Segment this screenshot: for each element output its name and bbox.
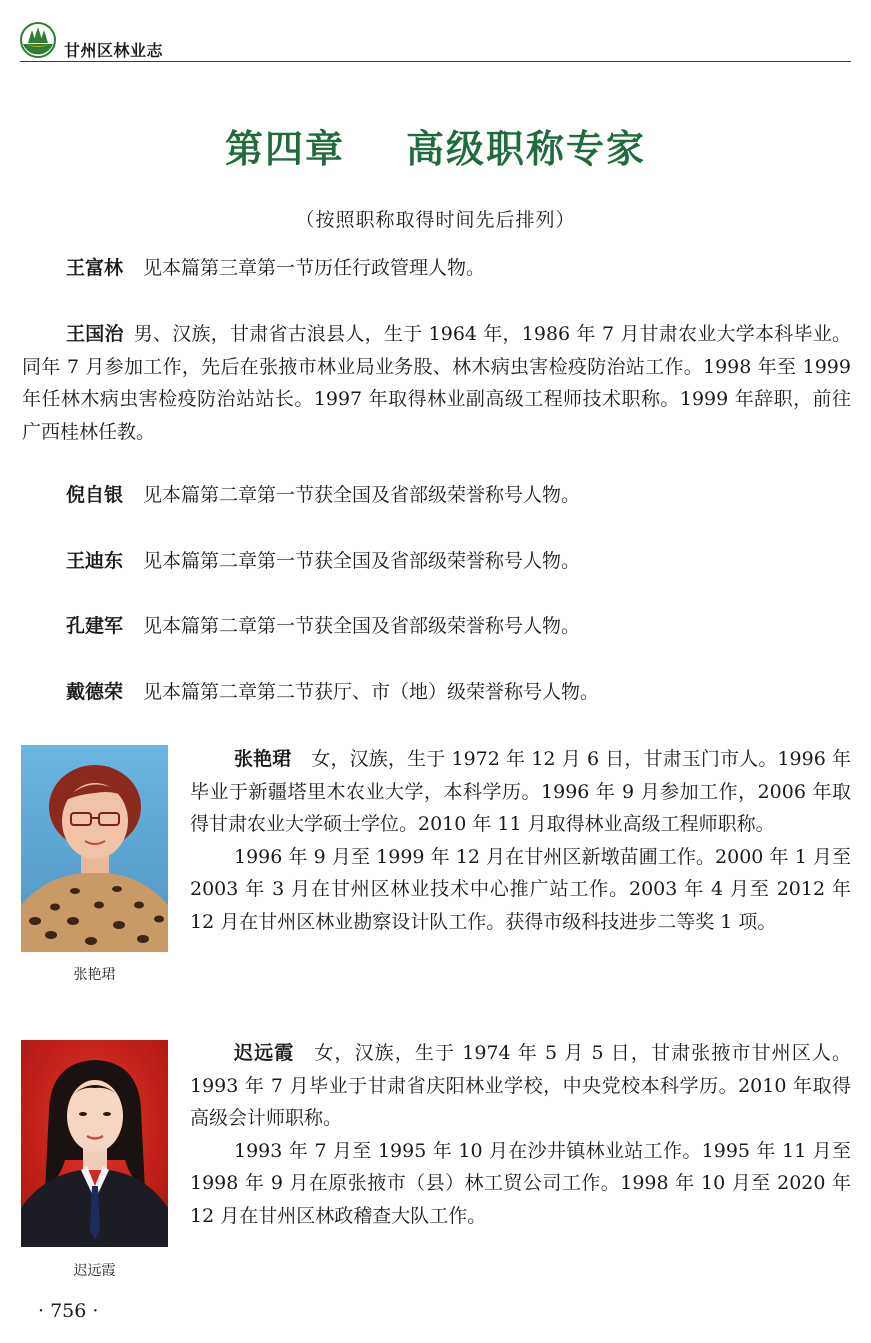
profile-bio bbox=[190, 1037, 851, 1232]
profile-bio bbox=[190, 743, 851, 938]
bio-text: 女，汉族，生于 1974 年 5 月 5 日，甘肃张掖市甘州区人。1993 年 7 月毕业于甘肃省庆阳林业学校，中央党校本科学历。2010 年取得高级会计师职称。 bbox=[190, 1042, 851, 1129]
chapter-title: 第四章 高级职称专家 bbox=[225, 127, 646, 171]
portrait-chi-image bbox=[21, 1040, 168, 1247]
entry-text: 见本篇第二章第一节获全国及省部级荣誉称号人物。 bbox=[143, 484, 581, 506]
entry-text: 见本篇第三章第一节历任行政管理人物。 bbox=[143, 257, 486, 279]
page-number: · 756 · bbox=[38, 1300, 99, 1322]
entry-text: 见本篇第二章第二节获厅、市（地）级荣誉称号人物。 bbox=[143, 681, 600, 703]
profile-name: 张艳珺 bbox=[234, 748, 292, 770]
entry-name: 王富林 bbox=[66, 257, 124, 279]
header-divider bbox=[20, 61, 851, 62]
photo-caption: 迟远霞 bbox=[73, 1263, 116, 1279]
entry-name: 王迪东 bbox=[66, 550, 124, 572]
bio-paragraph: 1993 年 7 月至 1995 年 10 月在沙井镇林业站工作。1995 年 11 月至 1998 年 9 月在原张掖市（县）林工贸公司工作。1998 年 10 月至 2020 年 12 月在甘州区林政稽查大队工作。 bbox=[190, 1139, 851, 1227]
profile-name: 迟远霞 bbox=[234, 1042, 295, 1064]
entry-3 bbox=[22, 545, 851, 578]
entry-name: 倪自银 bbox=[66, 484, 124, 506]
photo-caption: 张艳珺 bbox=[73, 967, 116, 983]
entry-text: 见本篇第二章第一节获全国及省部级荣誉称号人物。 bbox=[143, 550, 581, 572]
entry-text: 见本篇第二章第一节获全国及省部级荣誉称号人物。 bbox=[143, 615, 581, 637]
entry-name: 戴德荣 bbox=[66, 681, 124, 703]
entry-text: 男、汉族，甘肃省古浪县人，生于 1964 年，1986 年 7 月甘肃农业大学本科毕业。同年 7 月参加工作，先后在张掖市林业局业务股、林木病虫害检疫防治站工作。1998 年至 1999 年任林木病虫害检疫防治站站长。1997 年取得林业副高级工程师技术职称。1999 年辞职，前往广西桂林任教。 bbox=[22, 323, 851, 443]
bio-paragraph: 1996 年 9 月至 1999 年 12 月在甘州区新墩苗圃工作。2000 年 1 月至 2003 年 3 月在甘州区林业技术中心推广站工作。2003 年 4 月至 2012 年 12 月在甘州区林业勘察设计队工作。获得市级科技进步二等奖 1 项。 bbox=[190, 845, 851, 933]
entry-5 bbox=[22, 676, 851, 709]
portrait-photo bbox=[21, 1040, 168, 1247]
bio-paragraph bbox=[190, 743, 851, 841]
entry-name: 王国治 bbox=[66, 323, 124, 345]
bio-paragraph bbox=[190, 1037, 851, 1135]
entry-name: 孔建军 bbox=[66, 615, 124, 637]
entry-2 bbox=[22, 479, 851, 512]
page-header bbox=[20, 22, 851, 64]
entry-1 bbox=[22, 318, 851, 448]
book-title: 甘州区林业志 bbox=[64, 41, 164, 60]
chapter-subtitle: （按照职称取得时间先后排列） bbox=[295, 209, 576, 231]
forest-trees-logo-icon bbox=[20, 22, 56, 58]
bio-text: 女，汉族，生于 1972 年 12 月 6 日，甘肃玉门市人。1996 年毕业于新疆塔里木农业大学，本科学历。1996 年 9 月参加工作，2006 年取得甘肃农业大学硕士学位。2010 年 11 月取得林业高级工程师职称。 bbox=[190, 748, 851, 835]
entry-0 bbox=[22, 252, 851, 285]
portrait-photo bbox=[21, 745, 168, 952]
entry-4 bbox=[22, 610, 851, 643]
portrait-zhang-image bbox=[21, 745, 168, 952]
